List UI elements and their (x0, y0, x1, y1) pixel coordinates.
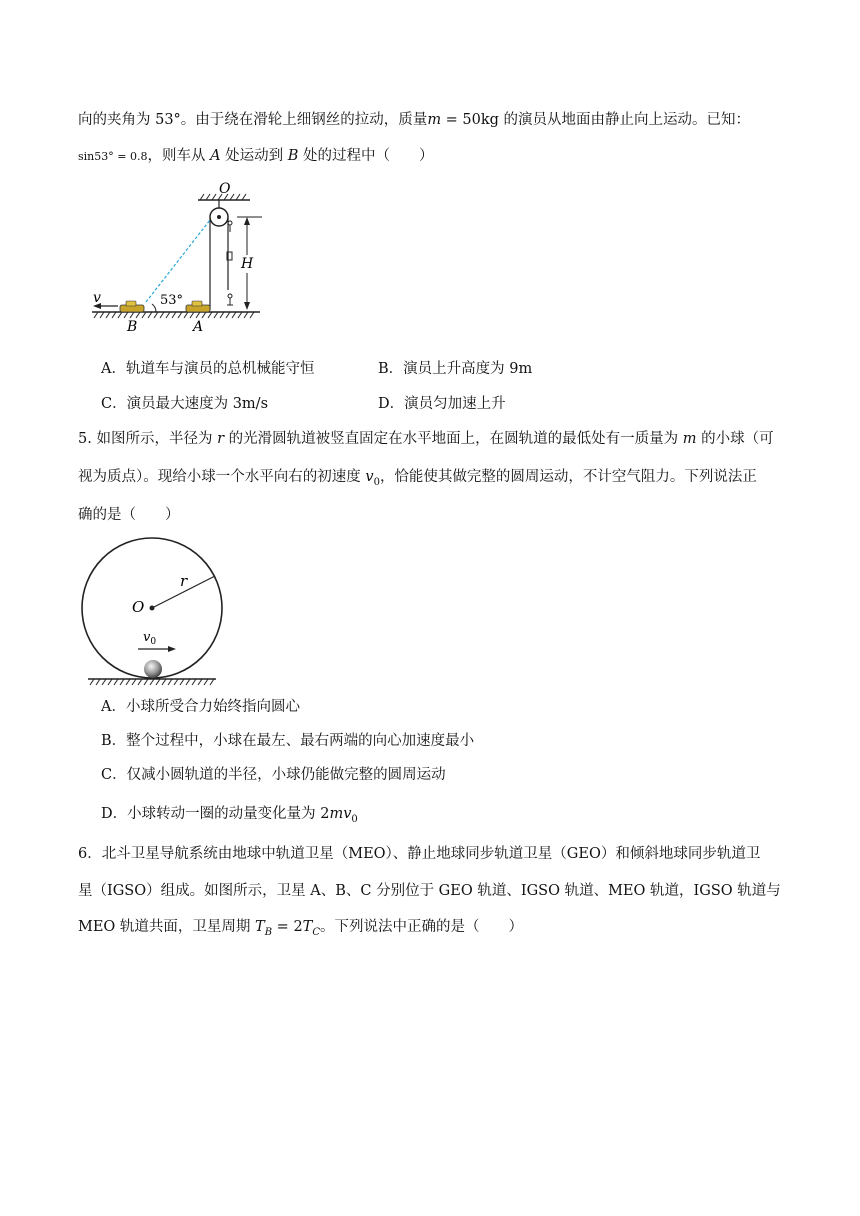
q4-label-b: B (127, 319, 138, 335)
q4-label-angle: 53° (160, 293, 184, 308)
q4-option-a: A．轨道车与演员的总机械能守恒 (101, 361, 315, 377)
q4-text-d: 处运动到 (220, 148, 288, 164)
q6-text-b: 。下列说法中正确的是（ ） (320, 919, 523, 935)
q6-eq: = 2 (272, 919, 303, 935)
ball (144, 660, 162, 678)
q5-text-b: 的光滑圆轨道被竖直固定在水平地面上，在圆轨道的最低处有一质量为 (224, 431, 683, 447)
q4-option-d: D．演员匀加速上升 (378, 396, 506, 412)
q5-option-d-mv: mv (329, 806, 352, 822)
q4-text-b: = 50kg 的演员从地面由静止向上运动。已知： (441, 112, 751, 128)
q5-velocity-sub: 0 (373, 476, 380, 488)
q5-option-d (101, 804, 358, 830)
q4-option-c: C．演员最大速度为 3m/s (101, 396, 269, 412)
q5-option-d-coef: 2 (320, 806, 330, 822)
q5-text-d: 视为质点）。现给小球一个水平向右的初速度 (78, 469, 366, 485)
q4-text-a: 向的夹角为 53°。由于绕在滑轮上细钢丝的拉动，质量 (78, 112, 428, 128)
q5-label-v: $v_0$ (143, 630, 157, 647)
q6-period-tc-sub: C (312, 926, 320, 938)
q5-text-e: ，恰能使其做完整的圆周运动，不计空气阻力。下列说法正 (379, 469, 757, 485)
q6-text-line-1: 6．北斗卫星导航系统由地球中轨道卫星（MEO）、静止地球同步轨道卫星（GEO）和倾斜地球同步轨道卫 (78, 846, 761, 862)
q5-option-d-sub: 0 (351, 813, 358, 825)
q5-mass-symbol: m (682, 431, 697, 447)
q5-velocity-symbol: v (365, 469, 374, 485)
q6-text-line-3 (78, 917, 523, 943)
q5-text-line-3: 确的是（ ） (78, 507, 180, 523)
q4-label-v: v (93, 290, 101, 306)
q5-option-c: C．仅减小圆轨道的半径，小球仍能做完整的圆周运动 (101, 767, 446, 783)
q4-point-a: A (210, 148, 221, 164)
q4-sin-value: sin53° = 0.8 (78, 150, 148, 163)
q4-point-b: B (287, 148, 299, 164)
q5-option-d-text: D．小球转动一圈的动量变化量为 (101, 806, 321, 822)
q5-option-b: B．整个过程中，小球在最左、最右两端的向心加速度最小 (101, 733, 475, 749)
q4-label-a: A (193, 319, 204, 335)
q5-option-a: A．小球所受合力始终指向圆心 (101, 699, 300, 715)
q4-mass-symbol: m (427, 112, 442, 128)
q6-text-a: MEO 轨道共面，卫星周期 (78, 919, 256, 935)
q6-period-tb-sub: B (264, 926, 273, 938)
q4-text-c: ，则车从 (147, 148, 211, 164)
q4-label-o: O (219, 181, 231, 197)
q6-period-tb: T (255, 919, 265, 935)
q5-label-r: r (180, 572, 188, 590)
q6-text-line-2: 星（IGSO）组成。如图所示，卫星 A、B、C 分别位于 GEO 轨道、IGSO 轨道、MEO 轨道，IGSO 轨道与 (78, 883, 781, 899)
q5-text-c: 的小球（可 (696, 431, 774, 447)
q5-label-o: O (132, 598, 145, 616)
q5-radius-symbol: r (217, 431, 224, 447)
q5-text-a: 5. 如图所示，半径为 (78, 431, 218, 447)
q4-label-h: H (241, 256, 254, 272)
q4-option-b: B．演员上升高度为 9m (378, 361, 533, 377)
q6-period-tc: T (302, 919, 313, 935)
q4-text-e: 处的过程中（ ） (298, 148, 434, 164)
